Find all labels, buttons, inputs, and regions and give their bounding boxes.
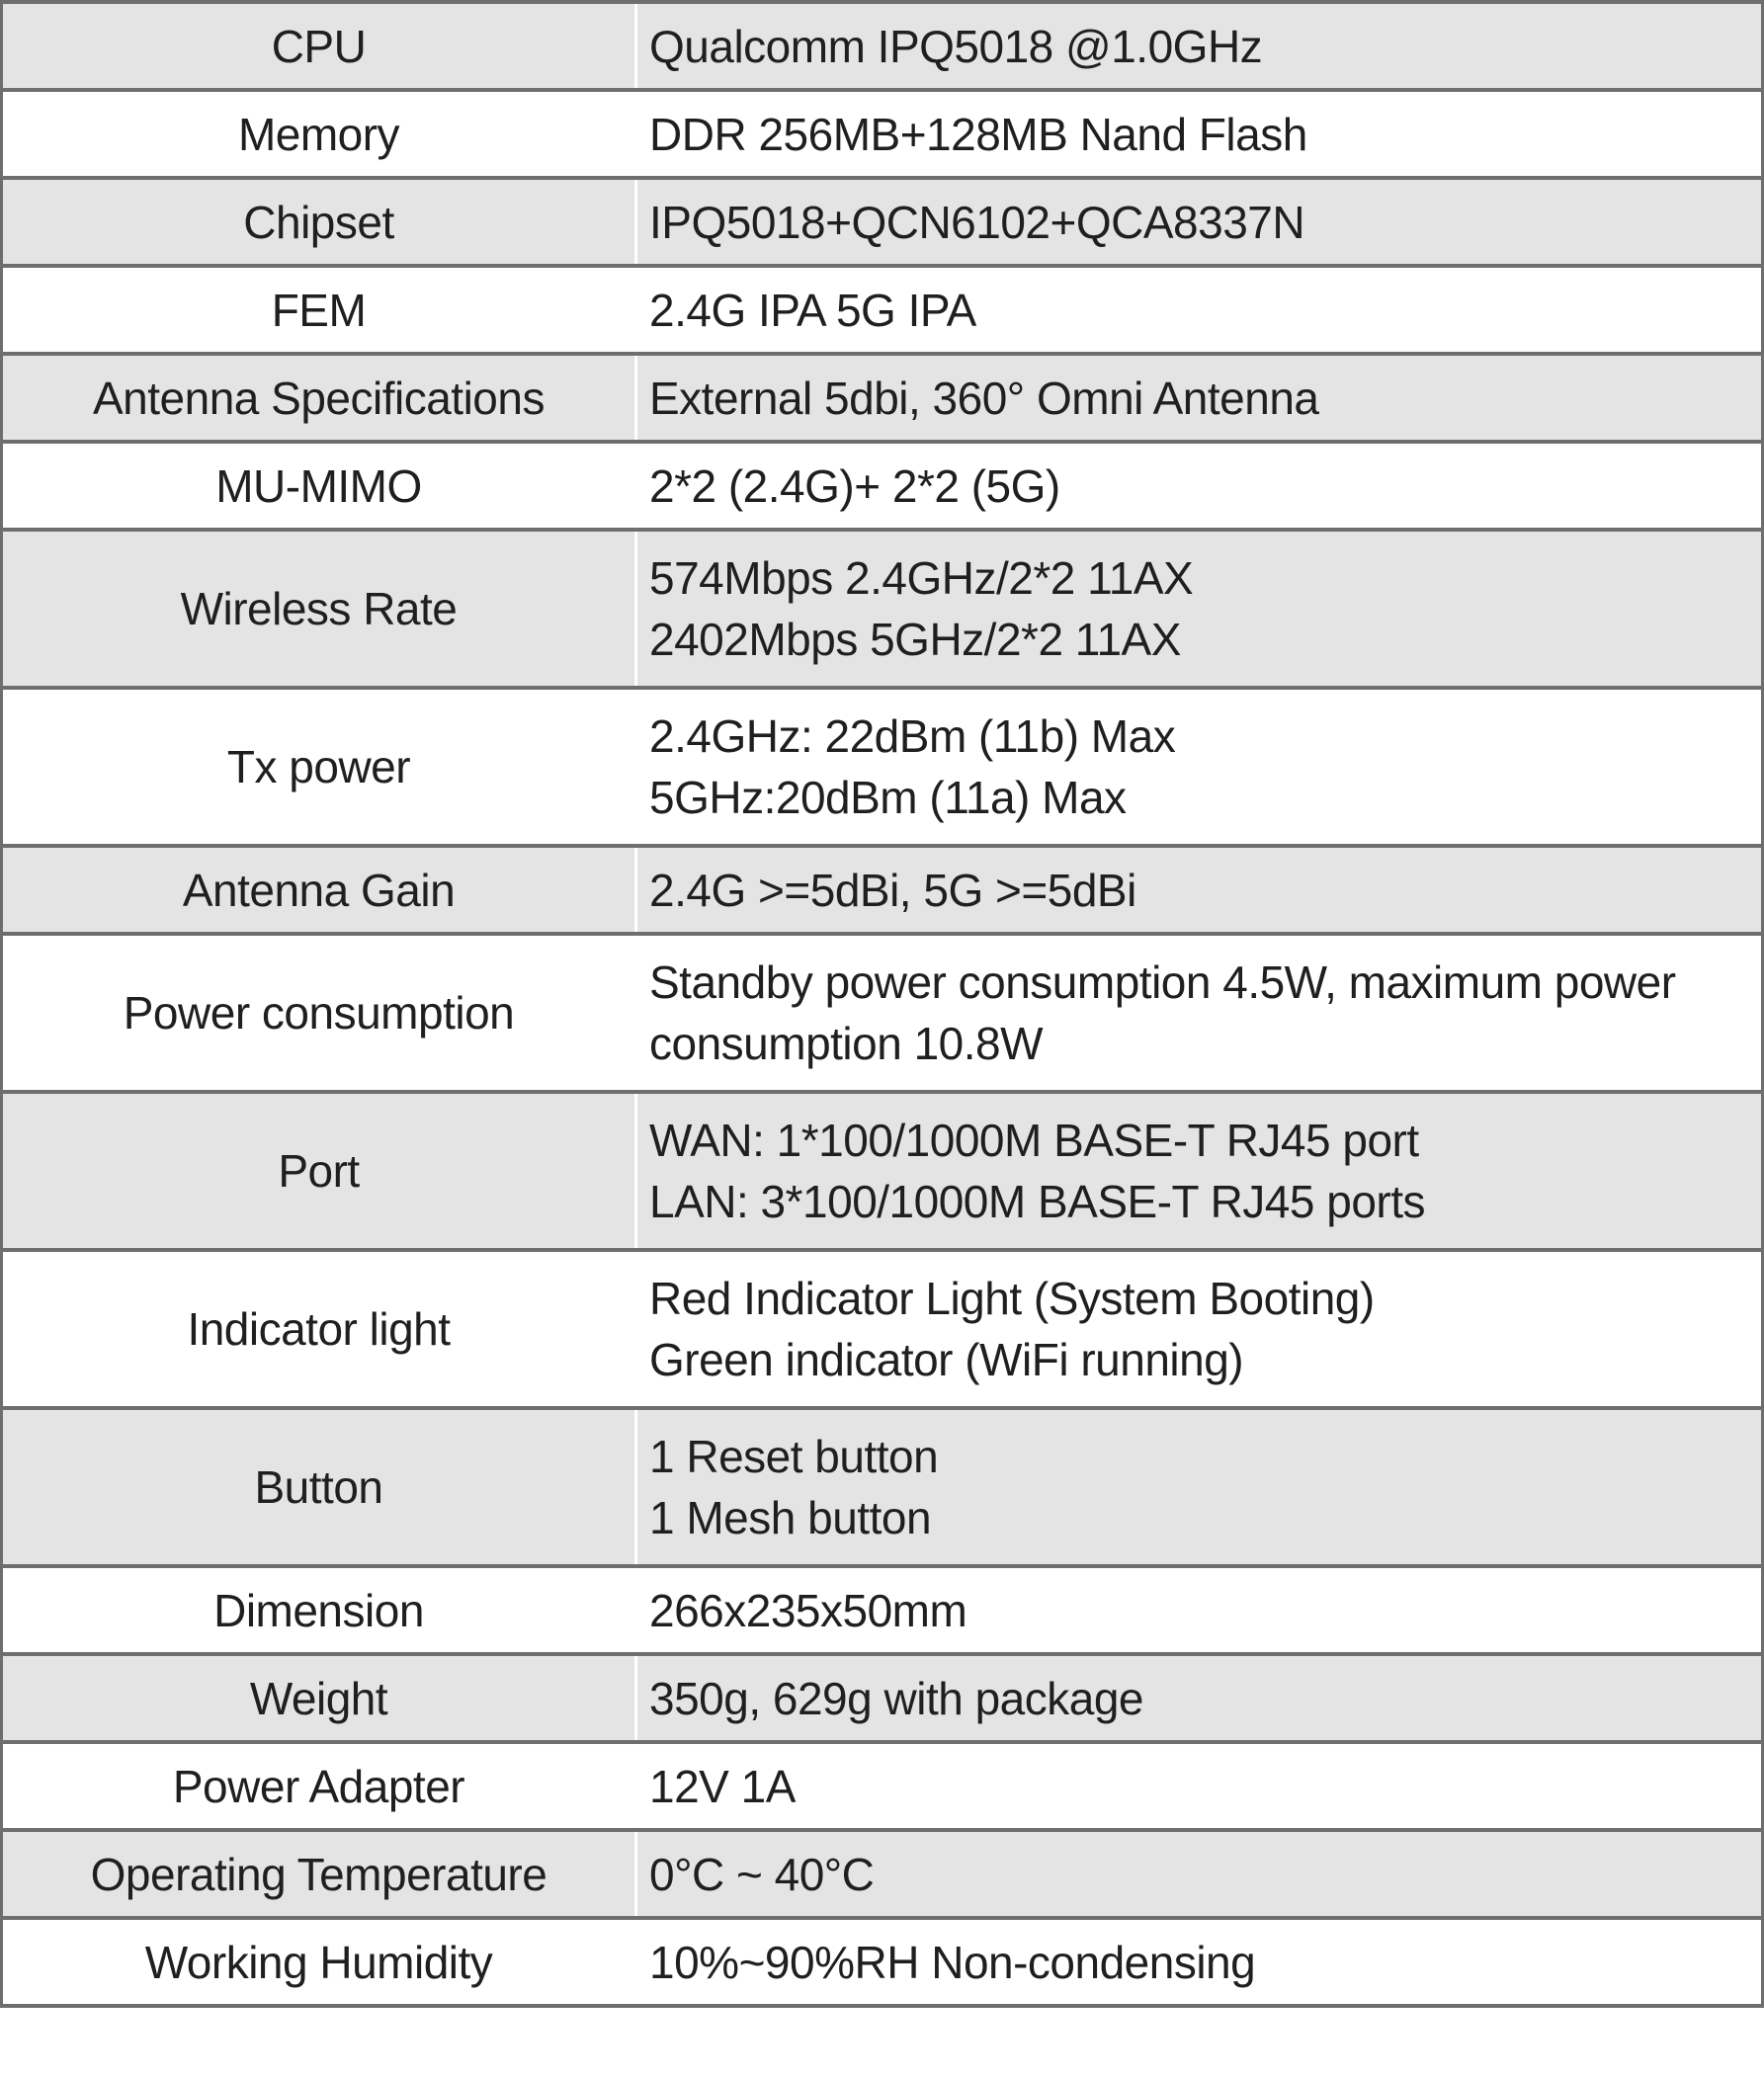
spec-label: MU-MIMO (2, 442, 636, 530)
spec-value (636, 1250, 1763, 1408)
spec-value (636, 688, 1763, 846)
spec-value-line: 2.4G >=5dBi, 5G >=5dBi (649, 864, 1136, 916)
spec-value (636, 1654, 1763, 1742)
table-row (2, 1742, 1763, 1830)
spec-value-line: 266x235x50mm (649, 1584, 967, 1636)
table-row (2, 1654, 1763, 1742)
table-row (2, 90, 1763, 178)
spec-label: Power consumption (2, 934, 636, 1092)
table-row (2, 354, 1763, 442)
spec-value-line: 10%~90%RH Non-condensing (649, 1936, 1256, 1988)
spec-label: Dimension (2, 1566, 636, 1654)
spec-label: Chipset (2, 178, 636, 266)
spec-value-line: External 5dbi, 360° Omni Antenna (649, 372, 1319, 424)
spec-value (636, 354, 1763, 442)
spec-value-line: 12V 1A (649, 1760, 796, 1812)
spec-value-line: 1 Reset button (649, 1431, 939, 1482)
spec-value (636, 530, 1763, 688)
spec-value (636, 1830, 1763, 1918)
table-row (2, 1250, 1763, 1408)
spec-label: FEM (2, 266, 636, 354)
table-row (2, 530, 1763, 688)
spec-value-line: 0°C ~ 40°C (649, 1848, 875, 1900)
table-row (2, 442, 1763, 530)
spec-value-line: 2.4G IPA 5G IPA (649, 284, 976, 336)
spec-value (636, 2, 1763, 90)
table-row (2, 1092, 1763, 1250)
spec-value (636, 442, 1763, 530)
spec-value (636, 846, 1763, 934)
spec-value-line: consumption 10.8W (649, 1018, 1044, 1069)
spec-value-line: Red Indicator Light (System Booting) (649, 1273, 1375, 1324)
table-row (2, 1566, 1763, 1654)
spec-value-line: 574Mbps 2.4GHz/2*2 11AX (649, 552, 1194, 604)
spec-value-line: 350g, 629g with package (649, 1672, 1144, 1724)
spec-value-line: 2402Mbps 5GHz/2*2 11AX (649, 614, 1181, 665)
spec-label: Tx power (2, 688, 636, 846)
table-row (2, 1830, 1763, 1918)
spec-value (636, 266, 1763, 354)
spec-label: Operating Temperature (2, 1830, 636, 1918)
spec-value (636, 178, 1763, 266)
table-row (2, 688, 1763, 846)
spec-value (636, 1092, 1763, 1250)
spec-label: Port (2, 1092, 636, 1250)
table-row (2, 2, 1763, 90)
spec-value-line: 2*2 (2.4G)+ 2*2 (5G) (649, 459, 1060, 512)
table-row (2, 266, 1763, 354)
spec-value-line: 1 Mesh button (649, 1492, 932, 1543)
spec-value-line: 2.4GHz: 22dBm (11b) Max (649, 710, 1176, 762)
spec-value-line: DDR 256MB+128MB Nand Flash (649, 108, 1307, 160)
spec-value-line: Green indicator (WiFi running) (649, 1334, 1244, 1385)
spec-value (636, 1918, 1763, 2006)
spec-label: Antenna Gain (2, 846, 636, 934)
spec-label: Working Humidity (2, 1918, 636, 2006)
spec-value-line: WAN: 1*100/1000M BASE-T RJ45 port (649, 1115, 1419, 1166)
spec-value-line: Qualcomm IPQ5018 @1.0GHz (649, 20, 1263, 72)
table-row (2, 178, 1763, 266)
table-row (2, 1408, 1763, 1566)
table-row (2, 846, 1763, 934)
spec-value-line: Standby power consumption 4.5W, maximum power (649, 956, 1676, 1008)
spec-value (636, 1408, 1763, 1566)
spec-value (636, 934, 1763, 1092)
spec-value (636, 1566, 1763, 1654)
table-row (2, 934, 1763, 1092)
table-row (2, 1918, 1763, 2006)
spec-label: Wireless Rate (2, 530, 636, 688)
spec-label: Indicator light (2, 1250, 636, 1408)
spec-label: Button (2, 1408, 636, 1566)
spec-label: Weight (2, 1654, 636, 1742)
spec-value (636, 1742, 1763, 1830)
spec-value-line: IPQ5018+QCN6102+QCA8337N (649, 196, 1305, 248)
spec-value (636, 90, 1763, 178)
spec-label: Power Adapter (2, 1742, 636, 1830)
spec-label: Memory (2, 90, 636, 178)
spec-label: Antenna Specifications (2, 354, 636, 442)
spec-label: CPU (2, 2, 636, 90)
spec-value-line: LAN: 3*100/1000M BASE-T RJ45 ports (649, 1176, 1426, 1227)
spec-table-body (2, 2, 1763, 2006)
spec-value-line: 5GHz:20dBm (11a) Max (649, 772, 1127, 823)
